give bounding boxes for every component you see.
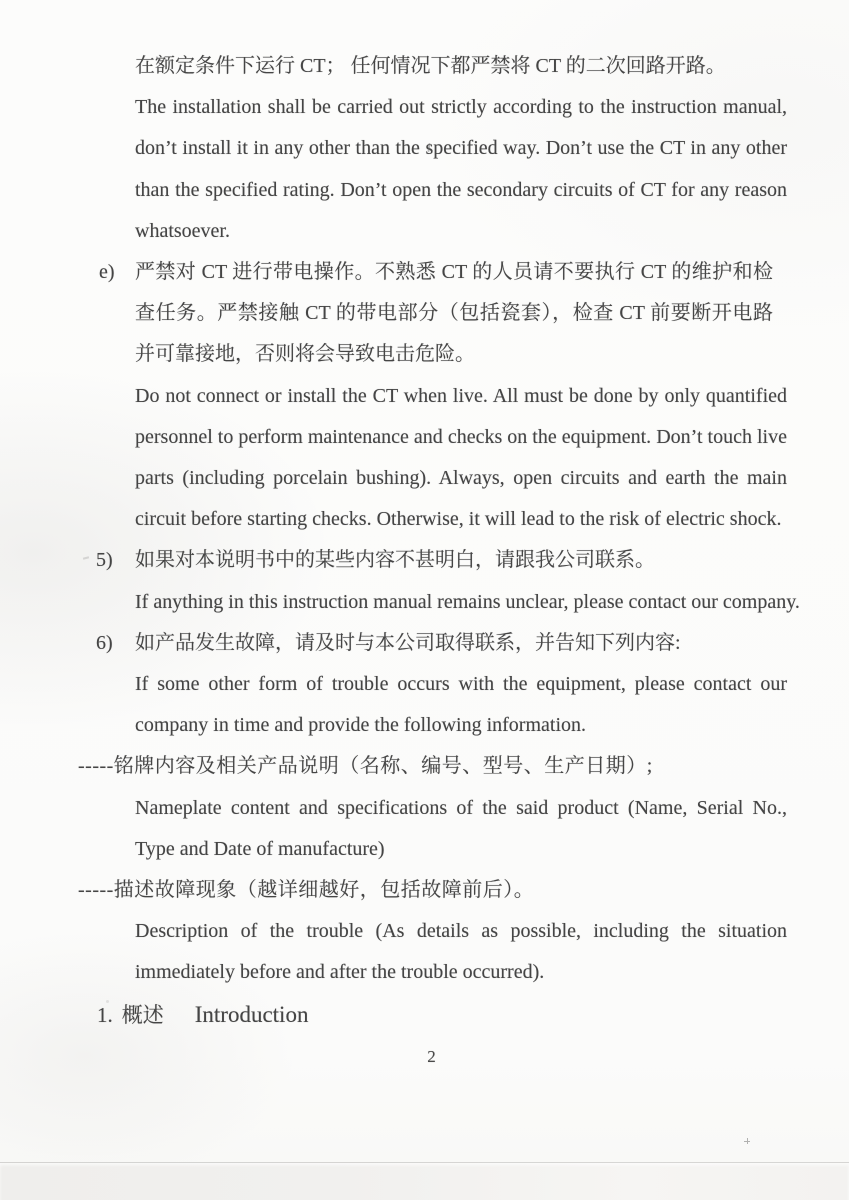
paragraph-en-description: Description of the trouble (As details as possible, including the situation immediately before and after the trouble occurred).: [135, 920, 787, 984]
list-marker-5: 5): [96, 549, 113, 572]
list-item-e: [78, 252, 803, 376]
dash-item-trouble-zh: -----描述故障现象（越详细越好，包括故障前后）。: [78, 879, 535, 902]
list-item-e-text: 严禁对 CT 进行带电操作。不熟悉 CT 的人员请不要执行 CT 的维护和检查任务。严禁接触 CT 的带电部分（包括瓷套），检查 CT 前要断开电路并可靠接地，否则将会导致电击危险。: [135, 261, 773, 366]
list-marker-6: 6): [96, 631, 113, 654]
paragraph-en-live-work: Do not connect or install the CT when live. All must be done by only quantified personnel to perform maintenance and checks on the equipment. Don’t touch live parts (including porcelain bushing). Always, open circuits and earth the main circuit before starting checks. Otherwise, it will lead to the risk of electric shock.: [135, 384, 787, 531]
scan-edge-band: [0, 1162, 849, 1200]
heading-title-zh: 概述: [121, 1002, 164, 1027]
list-item-5: [78, 540, 803, 581]
list-item-6: [78, 623, 803, 664]
page-number: 2: [427, 1046, 436, 1066]
heading-title-en: Introduction: [194, 1001, 309, 1027]
section-heading-introduction: [78, 994, 803, 1036]
list-item-6-text: 如产品发生故障，请及时与本公司取得联系，并告知下列内容:: [135, 631, 681, 654]
scan-speck: [106, 1000, 109, 1003]
paragraph-en-installation: The installation shall be carried out strictly according to the instruction manual, don’t install it in any other than the specified way. Don’t use the CT in any other than the specified rating. Don’t open the secondary circuits of CT for any reason whatsoever.: [135, 96, 787, 242]
paragraph-en-contact-company: If anything in this instruction manual remains unclear, please contact our company.: [135, 590, 800, 613]
dash-item-nameplate-zh: -----铭牌内容及相关产品说明（名称、编号、型号、生产日期）;: [78, 755, 653, 778]
list-item-5-text: 如果对本说明书中的某些内容不甚明白，请跟我公司联系。: [135, 549, 655, 572]
scan-speck: [744, 1138, 750, 1144]
list-marker-e: e): [99, 261, 115, 284]
page-content: [78, 46, 803, 1077]
paragraph-en-trouble-contact: If some other form of trouble occurs with the equipment, please contact our company in time and provide the following information.: [135, 673, 787, 737]
paragraph-zh-rated-conditions: 在额定条件下运行 CT； 任何情况下都严禁将 CT 的二次回路开路。: [135, 55, 726, 77]
heading-number: 1.: [97, 1002, 113, 1027]
paragraph-en-nameplate: Nameplate content and specifications of the said product (Name, Serial No., Type and Date of manufacture): [135, 796, 787, 860]
